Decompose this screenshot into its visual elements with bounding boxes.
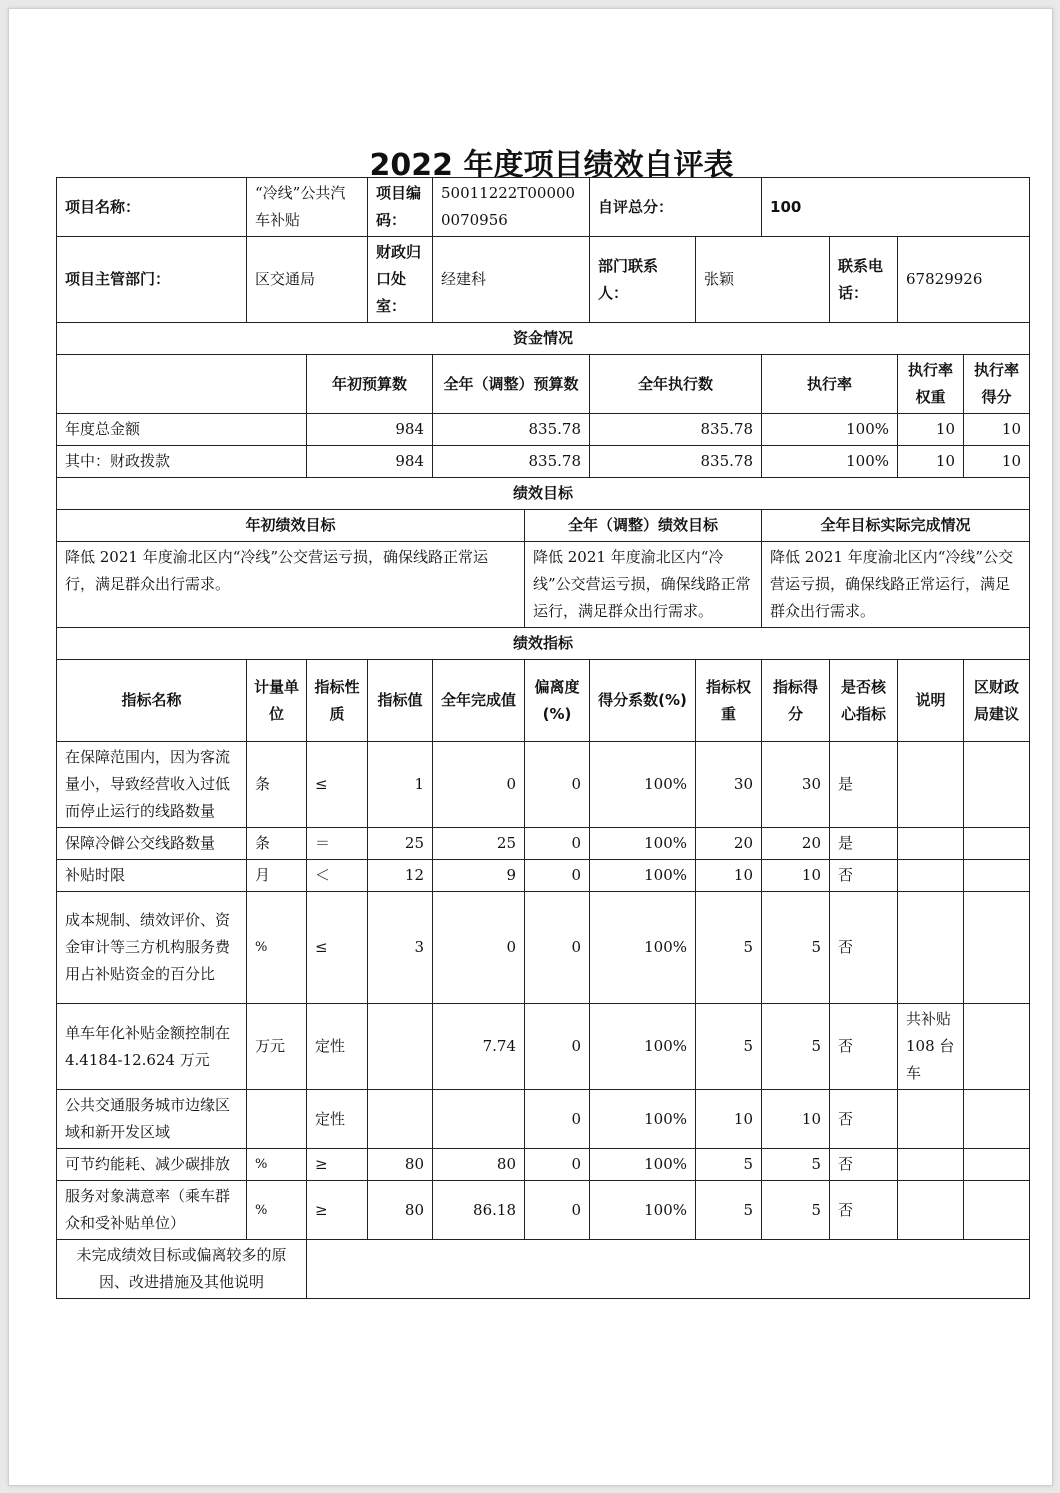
indicators-header: 指标性质 (307, 660, 368, 742)
indicator-cell: 0 (525, 1004, 590, 1090)
indicator-cell: 25 (368, 828, 433, 860)
indicator-row (57, 1004, 1030, 1090)
score-value: 100 (762, 178, 1030, 237)
indicator-cell: 0 (433, 892, 525, 1004)
indicator-cell: 1 (368, 742, 433, 828)
indicator-row (57, 828, 1030, 860)
contact-value: 张颖 (696, 237, 830, 323)
indicator-cell: 5 (696, 1149, 762, 1181)
indicator-cell: 30 (696, 742, 762, 828)
goals-header: 全年目标实际完成情况 (762, 510, 1030, 542)
indicator-cell: 30 (762, 742, 830, 828)
indicator-cell (898, 742, 964, 828)
project-code-value: 50011222T000000070956 (433, 178, 590, 237)
funds-section-row (57, 323, 1030, 355)
indicator-cell: 25 (433, 828, 525, 860)
footer-value (307, 1240, 1030, 1299)
indicator-name: 单车年化补贴金额控制在 4.4184-12.624 万元 (57, 1004, 247, 1090)
indicator-name: 可节约能耗、减少碳排放 (57, 1149, 247, 1181)
goals-header: 全年（调整）绩效目标 (525, 510, 762, 542)
indicator-cell: 100% (590, 828, 696, 860)
indicator-cell (964, 1004, 1030, 1090)
indicator-cell: 5 (762, 1181, 830, 1240)
phone-label: 联系电话： (830, 237, 898, 323)
indicator-cell: ≤ (307, 892, 368, 1004)
goals-section-title: 绩效目标 (57, 478, 1030, 510)
indicator-name: 服务对象满意率（乘车群众和受补贴单位） (57, 1181, 247, 1240)
indicator-cell: 20 (762, 828, 830, 860)
indicator-cell: % (247, 892, 307, 1004)
indicators-header: 区财政局建议 (964, 660, 1030, 742)
indicator-cell (368, 1090, 433, 1149)
project-name-value: “冷线”公共汽车补贴 (247, 178, 368, 237)
indicator-cell: 5 (696, 892, 762, 1004)
goals-text: 降低 2021 年度渝北区内“冷线”公交营运亏损，确保线路正常运行，满足群众出行需求。 (762, 542, 1030, 628)
indicator-row (57, 892, 1030, 1004)
indicator-cell: 9 (433, 860, 525, 892)
indicator-cell: 100% (590, 742, 696, 828)
goals-section-row (57, 478, 1030, 510)
indicator-cell (964, 1149, 1030, 1181)
indicator-cell: 20 (696, 828, 762, 860)
department-row (57, 237, 1030, 323)
indicators-header: 是否核心指标 (830, 660, 898, 742)
project-code-label: 项目编码： (368, 178, 433, 237)
indicator-cell: 3 (368, 892, 433, 1004)
indicator-cell: 万元 (247, 1004, 307, 1090)
indicator-cell: 80 (368, 1149, 433, 1181)
funds-value: 100% (762, 414, 898, 446)
indicators-section-row (57, 628, 1030, 660)
indicator-cell (898, 1149, 964, 1181)
indicator-cell: 0 (433, 742, 525, 828)
indicator-cell: 100% (590, 1004, 696, 1090)
indicator-cell (898, 828, 964, 860)
contact-label: 部门联系人： (590, 237, 696, 323)
indicator-row (57, 1090, 1030, 1149)
indicator-cell: 条 (247, 828, 307, 860)
indicator-cell: ≤ (307, 742, 368, 828)
indicator-cell: 80 (368, 1181, 433, 1240)
funds-header: 执行率 (762, 355, 898, 414)
indicators-header: 得分系数(%) (590, 660, 696, 742)
funds-value: 100% (762, 446, 898, 478)
indicator-cell: ≥ (307, 1149, 368, 1181)
indicator-cell: 否 (830, 860, 898, 892)
indicator-cell: 5 (696, 1181, 762, 1240)
indicators-header: 指标值 (368, 660, 433, 742)
indicator-cell: 否 (830, 1181, 898, 1240)
indicator-cell: 0 (525, 742, 590, 828)
indicator-cell: 定性 (307, 1004, 368, 1090)
indicator-name: 保障冷僻公交线路数量 (57, 828, 247, 860)
indicators-section-title: 绩效指标 (57, 628, 1030, 660)
indicator-cell (898, 892, 964, 1004)
indicator-cell: 否 (830, 892, 898, 1004)
indicator-cell: 10 (762, 860, 830, 892)
indicator-cell: 86.18 (433, 1181, 525, 1240)
indicator-cell (898, 1181, 964, 1240)
indicator-cell: 10 (762, 1090, 830, 1149)
funds-header: 全年（调整）预算数 (433, 355, 590, 414)
indicator-cell: 共补贴108 台车 (898, 1004, 964, 1090)
indicator-row (57, 860, 1030, 892)
indicator-cell: 是 (830, 828, 898, 860)
indicator-cell (433, 1090, 525, 1149)
indicator-cell: % (247, 1181, 307, 1240)
project-info-row (57, 178, 1030, 237)
indicator-cell: 0 (525, 860, 590, 892)
indicator-cell: 100% (590, 1181, 696, 1240)
indicator-cell: 12 (368, 860, 433, 892)
funds-row-label: 其中：财政拨款 (57, 446, 307, 478)
indicator-row (57, 742, 1030, 828)
funds-header-row (57, 355, 1030, 414)
indicator-cell: 7.74 (433, 1004, 525, 1090)
indicator-cell: 100% (590, 892, 696, 1004)
indicator-name: 公共交通服务城市边缘区域和新开发区域 (57, 1090, 247, 1149)
funds-value: 984 (307, 446, 433, 478)
finance-label: 财政归口处室： (368, 237, 433, 323)
performance-table (56, 177, 1030, 1299)
goals-text: 降低 2021 年度渝北区内“冷线”公交营运亏损，确保线路正常运行，满足群众出行需求。 (57, 542, 525, 628)
dept-value: 区交通局 (247, 237, 368, 323)
funds-value: 835.78 (433, 414, 590, 446)
funds-value: 984 (307, 414, 433, 446)
indicator-cell: 5 (762, 1004, 830, 1090)
funds-header: 全年执行数 (590, 355, 762, 414)
indicator-cell: 100% (590, 1149, 696, 1181)
indicators-footer-row (57, 1240, 1030, 1299)
finance-value: 经建科 (433, 237, 590, 323)
indicator-cell: 0 (525, 1181, 590, 1240)
funds-value: 10 (898, 446, 964, 478)
funds-header: 年初预算数 (307, 355, 433, 414)
indicator-name: 在保障范围内，因为客流量小，导致经营收入过低而停止运行的线路数量 (57, 742, 247, 828)
funds-value: 10 (898, 414, 964, 446)
indicator-cell: ＝ (307, 828, 368, 860)
indicators-header: 指标权重 (696, 660, 762, 742)
page-title: 2022 年度项目绩效自评表 (369, 148, 734, 183)
funds-value: 835.78 (433, 446, 590, 478)
indicator-cell: 0 (525, 1149, 590, 1181)
indicators-header: 指标名称 (57, 660, 247, 742)
goals-header: 年初绩效目标 (57, 510, 525, 542)
project-name-label: 项目名称： (57, 178, 247, 237)
indicator-cell (964, 892, 1030, 1004)
footer-label: 未完成绩效目标或偏离较多的原因、改进措施及其他说明 (57, 1240, 307, 1299)
indicator-cell (368, 1004, 433, 1090)
indicator-cell: 0 (525, 1090, 590, 1149)
indicator-cell: 100% (590, 860, 696, 892)
funds-value: 10 (964, 414, 1030, 446)
indicators-header: 说明 (898, 660, 964, 742)
indicators-header: 指标得分 (762, 660, 830, 742)
funds-header: 执行率得分 (964, 355, 1030, 414)
indicator-cell (898, 860, 964, 892)
indicator-cell (964, 828, 1030, 860)
indicator-cell (898, 1090, 964, 1149)
indicator-row (57, 1181, 1030, 1240)
indicator-name: 补贴时限 (57, 860, 247, 892)
score-label: 自评总分： (590, 178, 762, 237)
indicators-header: 计量单位 (247, 660, 307, 742)
goals-text: 降低 2021 年度渝北区内“冷线”公交营运亏损，确保线路正常运行，满足群众出行需求。 (525, 542, 762, 628)
funds-header: 执行率权重 (898, 355, 964, 414)
indicators-header: 偏离度(%) (525, 660, 590, 742)
indicator-cell (247, 1090, 307, 1149)
funds-row (57, 446, 1030, 478)
indicator-cell: 5 (696, 1004, 762, 1090)
indicator-cell: 0 (525, 828, 590, 860)
indicator-cell (964, 1090, 1030, 1149)
phone-value: 67829926 (898, 237, 1030, 323)
indicator-cell: 否 (830, 1004, 898, 1090)
indicators-header-row (57, 660, 1030, 742)
indicator-cell: 是 (830, 742, 898, 828)
indicator-cell: 100% (590, 1090, 696, 1149)
indicator-cell: 定性 (307, 1090, 368, 1149)
dept-label: 项目主管部门： (57, 237, 247, 323)
indicators-header: 全年完成值 (433, 660, 525, 742)
funds-value: 835.78 (590, 414, 762, 446)
indicator-cell: 0 (525, 892, 590, 1004)
indicator-cell: 条 (247, 742, 307, 828)
indicator-cell: 5 (762, 892, 830, 1004)
indicator-cell: 80 (433, 1149, 525, 1181)
indicator-row (57, 1149, 1030, 1181)
indicator-cell: 10 (696, 1090, 762, 1149)
funds-row-label: 年度总金额 (57, 414, 307, 446)
funds-value: 10 (964, 446, 1030, 478)
indicator-cell (964, 860, 1030, 892)
indicator-cell: % (247, 1149, 307, 1181)
indicator-name: 成本规制、绩效评价、资金审计等三方机构服务费用占补贴资金的百分比 (57, 892, 247, 1004)
indicator-cell: 5 (762, 1149, 830, 1181)
funds-value: 835.78 (590, 446, 762, 478)
funds-header-blank (57, 355, 307, 414)
funds-section-title: 资金情况 (57, 323, 1030, 355)
funds-row (57, 414, 1030, 446)
indicator-cell (964, 1181, 1030, 1240)
indicator-cell (964, 742, 1030, 828)
goals-text-row (57, 542, 1030, 628)
indicator-cell: 否 (830, 1090, 898, 1149)
indicator-cell: ＜ (307, 860, 368, 892)
indicator-cell: 月 (247, 860, 307, 892)
indicator-cell: 10 (696, 860, 762, 892)
goals-header-row (57, 510, 1030, 542)
indicator-cell: 否 (830, 1149, 898, 1181)
indicator-cell: ≥ (307, 1181, 368, 1240)
